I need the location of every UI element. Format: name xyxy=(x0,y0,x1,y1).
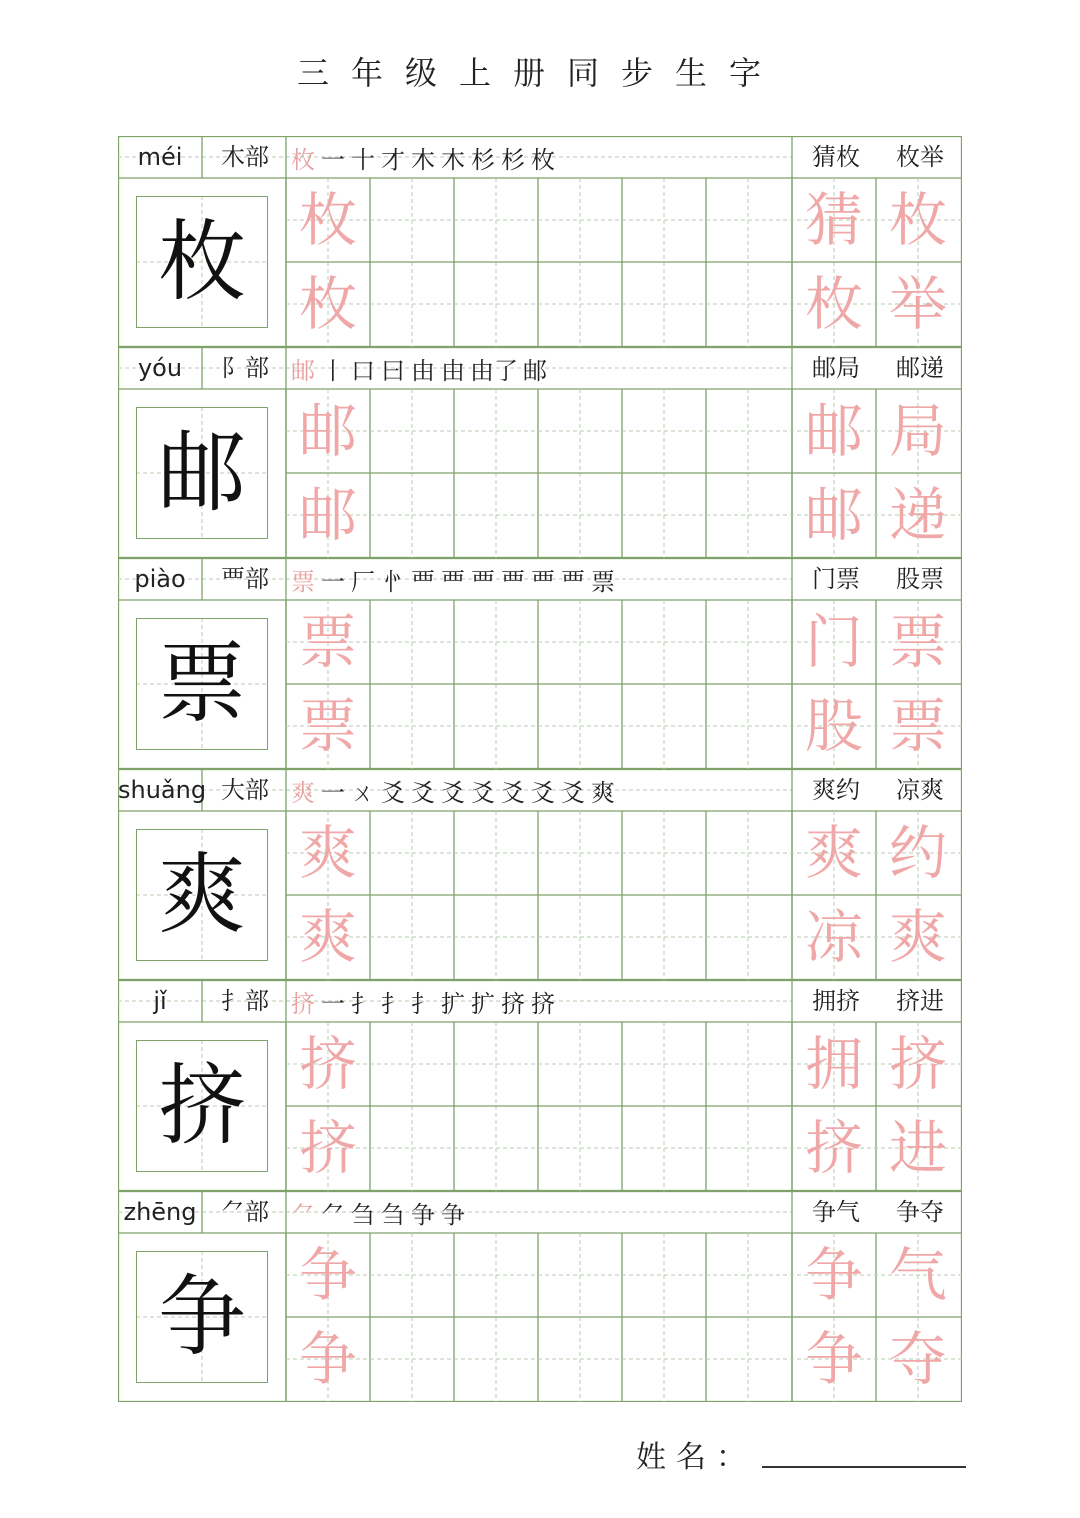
trace-character: 邮 xyxy=(298,481,357,549)
stroke-step: 爻 xyxy=(411,778,435,807)
word-trace-character: 票 xyxy=(888,692,947,760)
practice-sheet xyxy=(118,136,962,1402)
writing-cell[interactable] xyxy=(370,389,454,473)
stroke-step: 爽 xyxy=(291,778,315,807)
word: 枚举 xyxy=(896,143,944,171)
writing-cell[interactable] xyxy=(706,1317,790,1401)
trace-character: 爽 xyxy=(298,819,357,887)
word-trace-character: 夺 xyxy=(888,1325,947,1393)
writing-cell[interactable] xyxy=(454,811,538,895)
writing-cell[interactable] xyxy=(622,811,706,895)
writing-cell[interactable] xyxy=(454,684,538,768)
writing-cell[interactable] xyxy=(706,178,790,262)
writing-cell[interactable] xyxy=(706,1022,790,1106)
stroke-order xyxy=(290,1193,466,1231)
word-trace-character: 凉 xyxy=(804,903,863,971)
stroke-order xyxy=(290,982,556,1020)
stroke-step: 扌 xyxy=(351,989,375,1018)
writing-cell[interactable] xyxy=(706,389,790,473)
stroke-step: 杉 xyxy=(471,145,495,174)
stroke-step: 一 xyxy=(321,989,345,1018)
stroke-order xyxy=(290,349,548,387)
writing-cell[interactable] xyxy=(622,895,706,979)
word: 拥挤 xyxy=(812,987,860,1015)
writing-cell[interactable] xyxy=(538,600,622,684)
word: 门票 xyxy=(812,565,860,593)
stroke-step: ⺈ xyxy=(291,1200,315,1229)
word-trace-character: 枚 xyxy=(888,186,947,254)
stroke-step: 口 xyxy=(351,356,375,385)
stroke-step: 爻 xyxy=(561,778,585,807)
stroke-step: ㄨ xyxy=(351,778,375,807)
word-trace-character: 邮 xyxy=(804,397,863,465)
word-list xyxy=(794,140,962,174)
writing-cell[interactable] xyxy=(622,684,706,768)
stroke-step: 木 xyxy=(411,145,435,174)
writing-cell[interactable] xyxy=(370,811,454,895)
writing-cell[interactable] xyxy=(622,389,706,473)
stroke-step: 㣺 xyxy=(381,567,405,596)
stroke-step: 爻 xyxy=(441,778,465,807)
writing-cell[interactable] xyxy=(454,178,538,262)
word-trace-character: 挤 xyxy=(888,1030,947,1098)
word-list xyxy=(794,1195,962,1229)
word-trace-character: 局 xyxy=(888,397,947,465)
pinyin-label: zhēng xyxy=(123,1198,197,1226)
radical-label: 阝部 xyxy=(221,354,269,382)
writing-cell[interactable] xyxy=(538,473,622,557)
stroke-step: 覀 xyxy=(561,567,585,596)
word-list xyxy=(794,562,962,596)
writing-cell[interactable] xyxy=(706,1106,790,1190)
writing-cell[interactable] xyxy=(370,1022,454,1106)
stroke-step: 覀 xyxy=(471,567,495,596)
writing-cell[interactable] xyxy=(706,262,790,346)
writing-cell[interactable] xyxy=(622,262,706,346)
trace-character: 挤 xyxy=(298,1030,357,1098)
word-trace-character: 挤 xyxy=(804,1114,863,1182)
writing-cell[interactable] xyxy=(538,389,622,473)
char-block-3 xyxy=(118,558,962,769)
stroke-step: 挤 xyxy=(291,989,315,1018)
stroke-step: 曰 xyxy=(381,356,405,385)
stroke-step: 爽 xyxy=(591,778,615,807)
stroke-step: 覀 xyxy=(531,567,555,596)
model-character: 票 xyxy=(136,618,268,750)
stroke-step: 一 xyxy=(321,567,345,596)
trace-character: 爽 xyxy=(298,903,357,971)
stroke-step: 扩 xyxy=(441,989,465,1018)
word-trace-character: 门 xyxy=(804,608,863,676)
pinyin-label: shuǎng xyxy=(118,776,207,804)
stroke-step: 枚 xyxy=(291,145,315,174)
stroke-step: 一 xyxy=(321,778,345,807)
word-trace-character: 爽 xyxy=(804,819,863,887)
radical-label: 覀部 xyxy=(221,565,269,593)
writing-cell[interactable] xyxy=(706,600,790,684)
stroke-step: 挤 xyxy=(531,989,555,1018)
writing-cell[interactable] xyxy=(454,1022,538,1106)
writing-cell[interactable] xyxy=(370,1233,454,1317)
trace-character: 争 xyxy=(298,1325,357,1393)
name-underline[interactable] xyxy=(762,1466,966,1468)
trace-character: 票 xyxy=(298,608,357,676)
word: 争气 xyxy=(812,1198,860,1226)
word-list xyxy=(794,984,962,1018)
trace-character: 票 xyxy=(298,692,357,760)
writing-cell[interactable] xyxy=(454,1106,538,1190)
stroke-step: 扌 xyxy=(411,989,435,1018)
word: 凉爽 xyxy=(896,776,944,804)
stroke-step: 覀 xyxy=(501,567,525,596)
word-trace-character: 票 xyxy=(888,608,947,676)
word-trace-character: 进 xyxy=(888,1114,947,1182)
stroke-step: 刍 xyxy=(381,1200,405,1229)
stroke-step: 才 xyxy=(381,145,405,174)
word-trace-character: 拥 xyxy=(804,1030,863,1098)
stroke-step: 丨 xyxy=(321,356,345,385)
writing-cell[interactable] xyxy=(454,262,538,346)
word: 邮局 xyxy=(812,354,860,382)
writing-cell[interactable] xyxy=(370,262,454,346)
stroke-step: 木 xyxy=(441,145,465,174)
writing-cell[interactable] xyxy=(370,1317,454,1401)
stroke-step: 争 xyxy=(441,1200,465,1229)
writing-cell[interactable] xyxy=(622,600,706,684)
stroke-step: 爻 xyxy=(501,778,525,807)
radical-label: 大部 xyxy=(221,776,269,804)
trace-character: 邮 xyxy=(298,397,357,465)
stroke-step: 厂 xyxy=(351,567,375,596)
stroke-step: 十 xyxy=(351,145,375,174)
stroke-step: 由 xyxy=(441,356,465,385)
writing-cell[interactable] xyxy=(370,178,454,262)
writing-cell[interactable] xyxy=(538,684,622,768)
stroke-step: 杉 xyxy=(501,145,525,174)
char-block-6 xyxy=(118,1191,962,1402)
stroke-step: 覀 xyxy=(441,567,465,596)
trace-character: 枚 xyxy=(298,270,357,338)
word-trace-character: 递 xyxy=(888,481,947,549)
word-list xyxy=(794,351,962,385)
writing-cell[interactable] xyxy=(370,1106,454,1190)
writing-cell[interactable] xyxy=(622,1233,706,1317)
char-block-4 xyxy=(118,769,962,980)
word: 猜枚 xyxy=(812,143,860,171)
word-trace-character: 邮 xyxy=(804,481,863,549)
word: 邮递 xyxy=(896,354,944,382)
stroke-step: 扌 xyxy=(381,989,405,1018)
stroke-step: 扩 xyxy=(471,989,495,1018)
stroke-step: 挤 xyxy=(501,989,525,1018)
stroke-step: 覀 xyxy=(411,567,435,596)
writing-cell[interactable] xyxy=(622,1317,706,1401)
writing-cell[interactable] xyxy=(706,811,790,895)
writing-cell[interactable] xyxy=(538,811,622,895)
pinyin-label: yóu xyxy=(137,354,183,382)
writing-cell[interactable] xyxy=(622,473,706,557)
writing-cell[interactable] xyxy=(370,684,454,768)
writing-cell[interactable] xyxy=(454,895,538,979)
trace-character: 枚 xyxy=(298,186,357,254)
trace-character: 挤 xyxy=(298,1114,357,1182)
stroke-step: 刍 xyxy=(351,1200,375,1229)
word-trace-character: 猜 xyxy=(804,186,863,254)
word-trace-character: 股 xyxy=(804,692,863,760)
word-trace-character: 枚 xyxy=(804,270,863,338)
stroke-step: 票 xyxy=(591,567,615,596)
stroke-step: ⺈ xyxy=(321,1200,345,1229)
char-block-1 xyxy=(118,136,962,347)
writing-cell[interactable] xyxy=(538,1106,622,1190)
writing-cell[interactable] xyxy=(454,600,538,684)
stroke-step: 争 xyxy=(411,1200,435,1229)
writing-cell[interactable] xyxy=(454,1233,538,1317)
word-trace-character: 争 xyxy=(804,1325,863,1393)
radical-label: 扌部 xyxy=(221,987,269,1015)
stroke-step: 爻 xyxy=(471,778,495,807)
writing-cell[interactable] xyxy=(370,473,454,557)
word: 挤进 xyxy=(896,987,944,1015)
writing-cell[interactable] xyxy=(454,389,538,473)
stroke-step: 由了 xyxy=(470,356,518,385)
stroke-step: 邮 xyxy=(291,356,315,385)
writing-cell[interactable] xyxy=(538,1022,622,1106)
writing-cell[interactable] xyxy=(454,473,538,557)
writing-cell[interactable] xyxy=(538,262,622,346)
stroke-step: 票 xyxy=(291,567,315,596)
writing-cell[interactable] xyxy=(706,1233,790,1317)
word-list xyxy=(794,773,962,807)
pinyin-label: méi xyxy=(137,143,183,171)
writing-cell[interactable] xyxy=(370,895,454,979)
word: 争夺 xyxy=(896,1198,944,1226)
word-trace-character: 举 xyxy=(888,270,947,338)
stroke-step: 爻 xyxy=(381,778,405,807)
model-character: 挤 xyxy=(136,1040,268,1172)
writing-cell[interactable] xyxy=(370,600,454,684)
stroke-order xyxy=(290,138,556,176)
writing-cell[interactable] xyxy=(538,178,622,262)
radical-label: ⺈部 xyxy=(221,1198,269,1226)
model-character: 爽 xyxy=(136,829,268,961)
writing-cell[interactable] xyxy=(706,473,790,557)
writing-cell[interactable] xyxy=(622,178,706,262)
stroke-order xyxy=(290,771,616,809)
writing-cell[interactable] xyxy=(538,1233,622,1317)
stroke-step: 由 xyxy=(411,356,435,385)
stroke-step: 爻 xyxy=(531,778,555,807)
char-block-5 xyxy=(118,980,962,1191)
writing-cell[interactable] xyxy=(622,1106,706,1190)
stroke-order xyxy=(290,560,616,598)
writing-cell[interactable] xyxy=(706,684,790,768)
stroke-step: 枚 xyxy=(531,145,555,174)
writing-cell[interactable] xyxy=(706,895,790,979)
word: 爽约 xyxy=(812,776,860,804)
model-character: 枚 xyxy=(136,196,268,328)
radical-label: 木部 xyxy=(221,143,269,171)
writing-cell[interactable] xyxy=(622,1022,706,1106)
model-character: 邮 xyxy=(136,407,268,539)
word-trace-character: 争 xyxy=(804,1241,863,1309)
writing-cell[interactable] xyxy=(454,1317,538,1401)
page-title: 三年级上册同步生字 xyxy=(296,54,783,92)
word-trace-character: 气 xyxy=(888,1241,947,1309)
stroke-step: 一 xyxy=(321,145,345,174)
pinyin-label: piào xyxy=(134,565,186,593)
char-block-2 xyxy=(118,347,962,558)
word: 股票 xyxy=(896,565,944,593)
word-trace-character: 约 xyxy=(888,819,947,887)
writing-cell[interactable] xyxy=(538,895,622,979)
trace-character: 争 xyxy=(298,1241,357,1309)
pinyin-label: jǐ xyxy=(153,987,167,1015)
model-character: 争 xyxy=(136,1251,268,1383)
word-trace-character: 爽 xyxy=(888,903,947,971)
name-label: 姓名： xyxy=(636,1440,756,1475)
writing-cell[interactable] xyxy=(538,1317,622,1401)
stroke-step: 邮 xyxy=(523,356,547,385)
